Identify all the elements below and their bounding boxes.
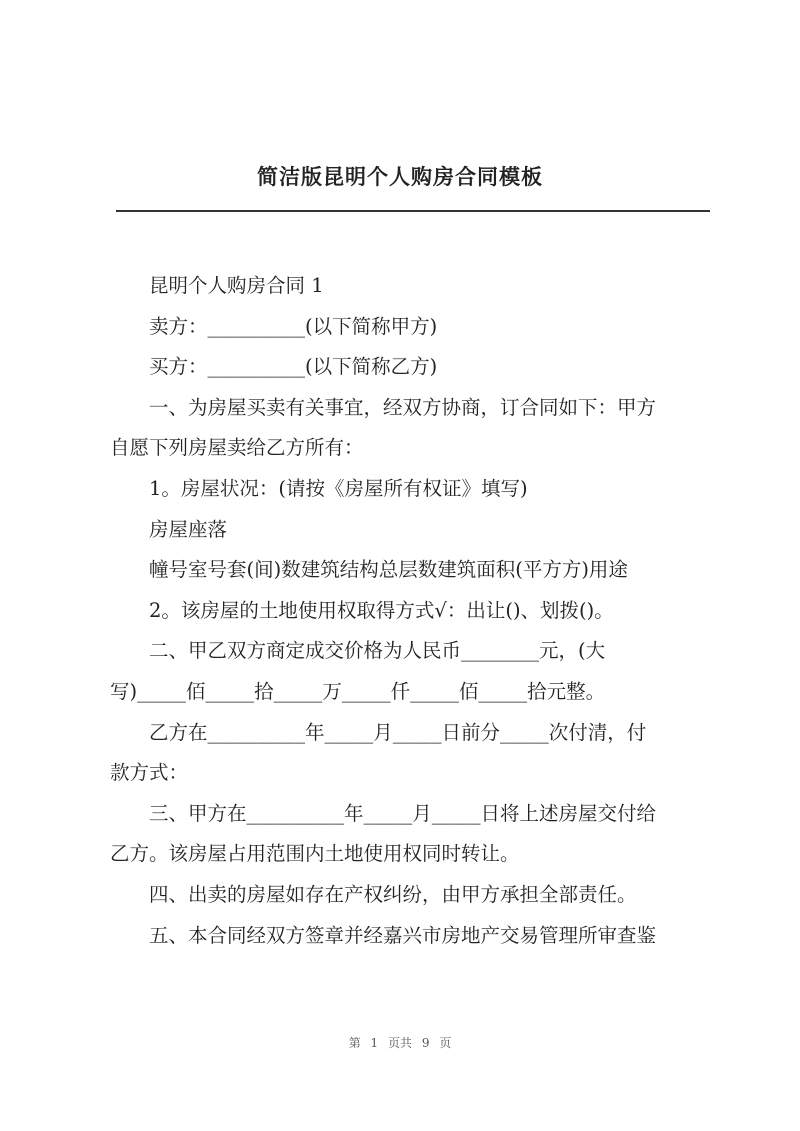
paragraph-line: 一、为房屋买卖有关事宜，经双方协商，订合同如下：甲方: [149, 395, 657, 419]
paragraph-line: 乙方。该房屋占用范围内土地使用权同时转让。: [110, 842, 520, 866]
paragraph-line: 卖方：__________(以下简称甲方): [149, 314, 438, 338]
paragraph-line: 二、甲乙双方商定成交价格为人民币________元，(大: [149, 639, 606, 663]
paragraph-line: 2。该房屋的土地使用权取得方式√：出让()、划拨()。: [149, 598, 614, 622]
paragraph-line: 昆明个人购房合同 1: [149, 274, 324, 297]
paragraph-line: 写)_____佰_____拾_____万_____仟_____佰_____拾元整。: [110, 679, 606, 703]
paragraph-line: 幢号室号套(间)数建筑结构总层数建筑面积(平方方)用途: [149, 558, 628, 582]
paragraph-line: 自愿下列房屋卖给乙方所有：: [110, 436, 364, 460]
document-title: 简洁版昆明个人购房合同模板: [257, 164, 543, 189]
title-divider: [116, 210, 710, 212]
paragraph-line: 三、甲方在__________年_____月_____日将上述房屋交付给: [149, 801, 657, 825]
paragraph-line: 款方式：: [110, 761, 189, 785]
paragraph-line: 买方：__________(以下简称乙方): [149, 355, 438, 379]
document-body: [110, 266, 710, 956]
paragraph-line: 房屋座落: [149, 517, 228, 541]
paragraph-line: 乙方在__________年_____月_____日前分_____次付清，付: [149, 720, 647, 744]
page-footer: 第 1 页共 9 页: [348, 1036, 452, 1050]
paragraph-line: 四、出卖的房屋如存在产权纠纷，由甲方承担全部责任。: [149, 882, 637, 906]
paragraph-line: 五、本合同经双方签章并经嘉兴市房地产交易管理所审查鉴: [149, 923, 657, 947]
paragraph-line: 1。房屋状况：(请按《房屋所有权证》填写): [149, 476, 528, 500]
